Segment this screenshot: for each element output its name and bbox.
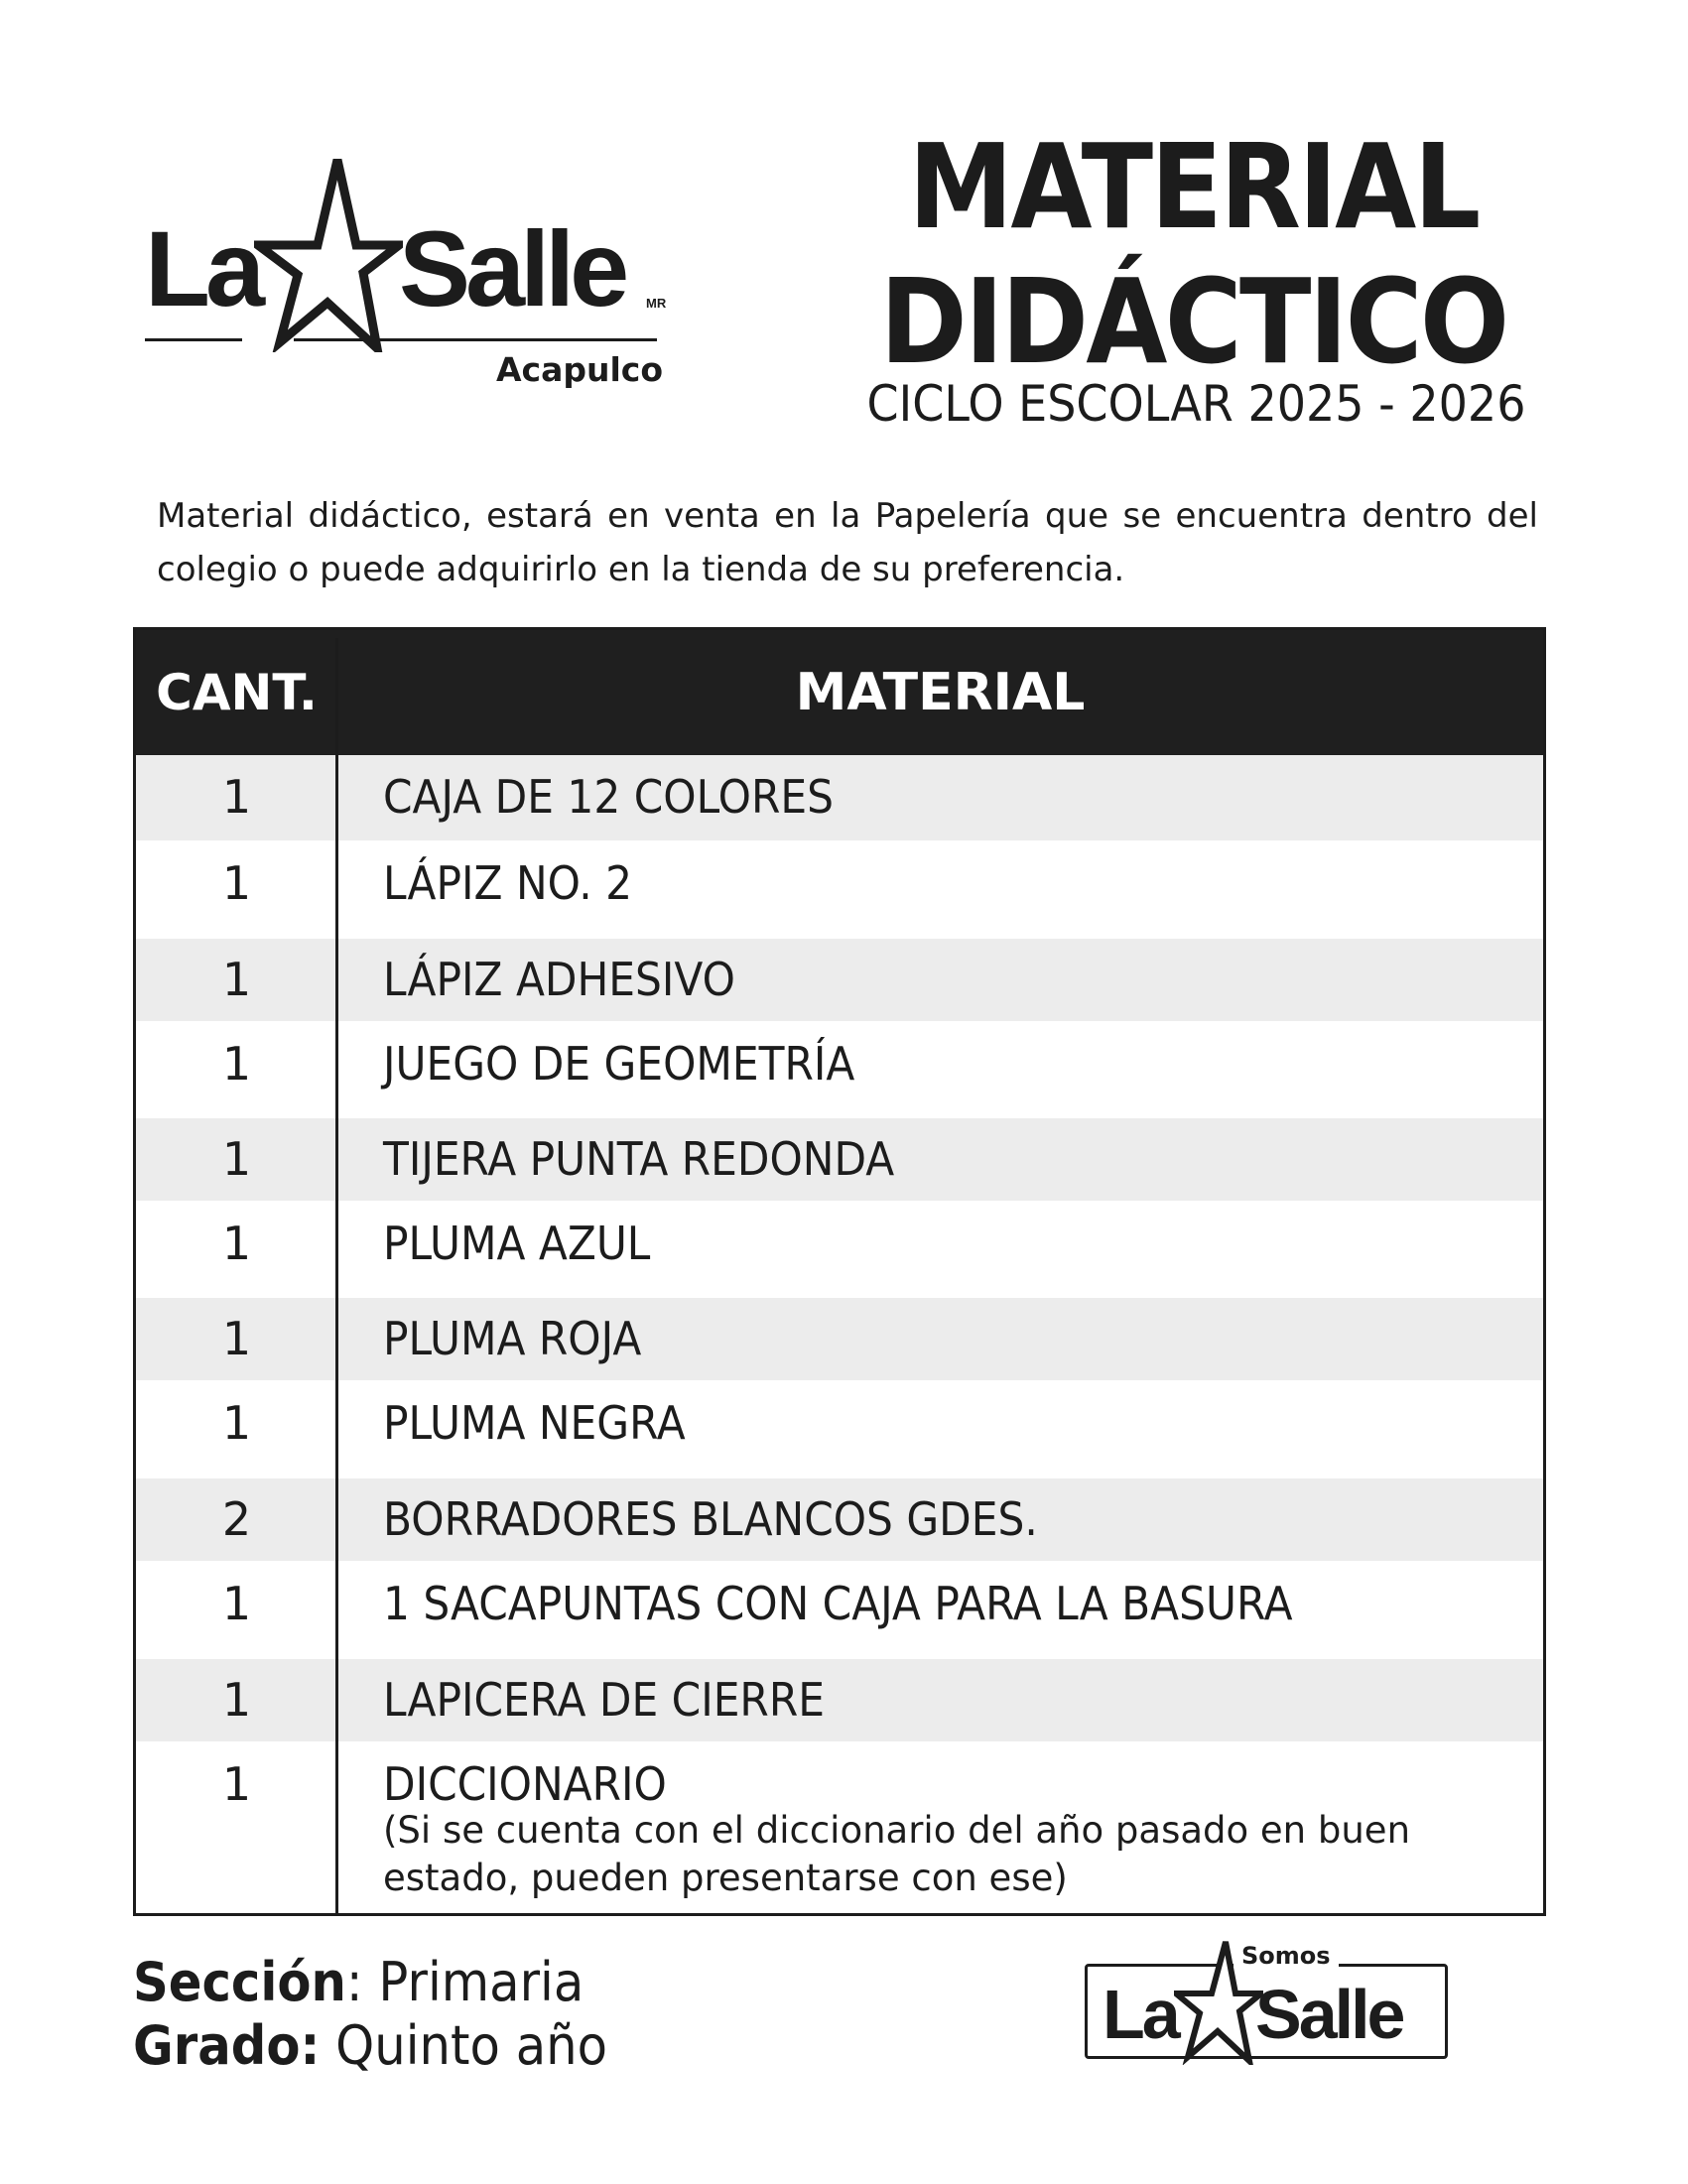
row-material: 1 SACAPUNTAS CON CAJA PARA LA BASURA <box>383 1577 1293 1630</box>
section-value: : Primaria <box>345 1951 584 2013</box>
table-row <box>136 1741 1543 1925</box>
row-quantity: 1 <box>221 1037 252 1091</box>
header-quantity: CANT. <box>156 664 318 721</box>
table-row <box>136 1478 1543 1561</box>
row-material: CAJA DE 12 COLORES <box>383 770 834 824</box>
row-quantity: 1 <box>221 953 252 1006</box>
row-material: PLUMA AZUL <box>383 1217 651 1270</box>
table-row <box>136 1201 1543 1298</box>
table-row <box>136 1561 1543 1659</box>
section-label: Sección <box>133 1951 346 2013</box>
somos-la-salle-badge <box>1085 1938 1452 2067</box>
section-line <box>133 1951 584 2013</box>
table-row <box>136 755 1543 840</box>
badge-left-word: La <box>1103 1976 1178 2053</box>
row-quantity: 1 <box>221 1577 252 1630</box>
row-material: TIJERA PUNTA REDONDA <box>383 1132 895 1186</box>
table-row <box>136 1659 1543 1741</box>
table-row <box>136 939 1543 1021</box>
row-material: PLUMA NEGRA <box>383 1396 686 1450</box>
row-quantity: 1 <box>221 770 252 824</box>
table-row <box>136 1118 1543 1201</box>
table-row <box>136 840 1543 939</box>
row-material: JUEGO DE GEOMETRÍA <box>383 1037 855 1091</box>
star-icon <box>1174 1938 1263 2065</box>
table-row <box>136 1380 1543 1478</box>
badge-right-word: Salle <box>1255 1976 1403 2053</box>
row-material: LÁPIZ NO. 2 <box>383 856 633 910</box>
row-material: LÁPIZ ADHESIVO <box>383 953 735 1006</box>
table-header <box>136 630 1543 755</box>
logo-rule-right <box>294 338 657 341</box>
table-row <box>136 1021 1543 1118</box>
star-icon <box>254 154 403 352</box>
la-salle-acapulco-logo <box>145 154 671 392</box>
row-quantity: 1 <box>221 856 252 910</box>
materials-table <box>133 627 1546 1916</box>
logo-trademark: MR <box>646 296 667 311</box>
row-quantity: 2 <box>221 1492 252 1546</box>
row-material: LAPICERA DE CIERRE <box>383 1673 825 1727</box>
row-material: PLUMA ROJA <box>383 1312 642 1365</box>
row-quantity: 1 <box>221 1132 252 1186</box>
logo-brand-left: La <box>145 208 261 328</box>
row-quantity: 1 <box>221 1396 252 1450</box>
row-note: (Si se cuenta con el diccionario del año pasado en buen estado, pueden presentarse con ese) <box>383 1809 1411 1899</box>
row-quantity: 1 <box>221 1757 252 1811</box>
page-title <box>865 119 1522 389</box>
title-line-2: DIDÁCTICO <box>879 253 1507 390</box>
row-material: DICCIONARIO <box>383 1757 667 1811</box>
badge-top-word: Somos <box>1234 1942 1339 1970</box>
row-quantity: 1 <box>221 1312 252 1365</box>
header-material: MATERIAL <box>795 663 1086 722</box>
grade-label: Grado: <box>133 2014 321 2077</box>
logo-rule-left <box>145 338 242 341</box>
grade-line <box>133 2014 607 2077</box>
row-material: BORRADORES BLANCOS GDES. <box>383 1492 1038 1546</box>
title-line-1: MATERIAL <box>908 118 1479 255</box>
row-quantity: 1 <box>221 1217 252 1270</box>
logo-brand-right: Salle <box>399 208 625 328</box>
row-quantity: 1 <box>221 1673 252 1727</box>
intro-paragraph: Material didáctico, estará en venta en la Papelería que se encuentra dentro del colegio o puede adquirirlo en la tienda de su preferencia. <box>157 496 1538 589</box>
logo-city: Acapulco <box>495 350 663 389</box>
column-divider <box>335 638 338 1913</box>
school-year: CICLO ESCOLAR 2025 - 2026 <box>866 375 1526 433</box>
table-row <box>136 1298 1543 1380</box>
grade-value: Quinto año <box>320 2014 608 2077</box>
table-body <box>136 755 1543 1925</box>
